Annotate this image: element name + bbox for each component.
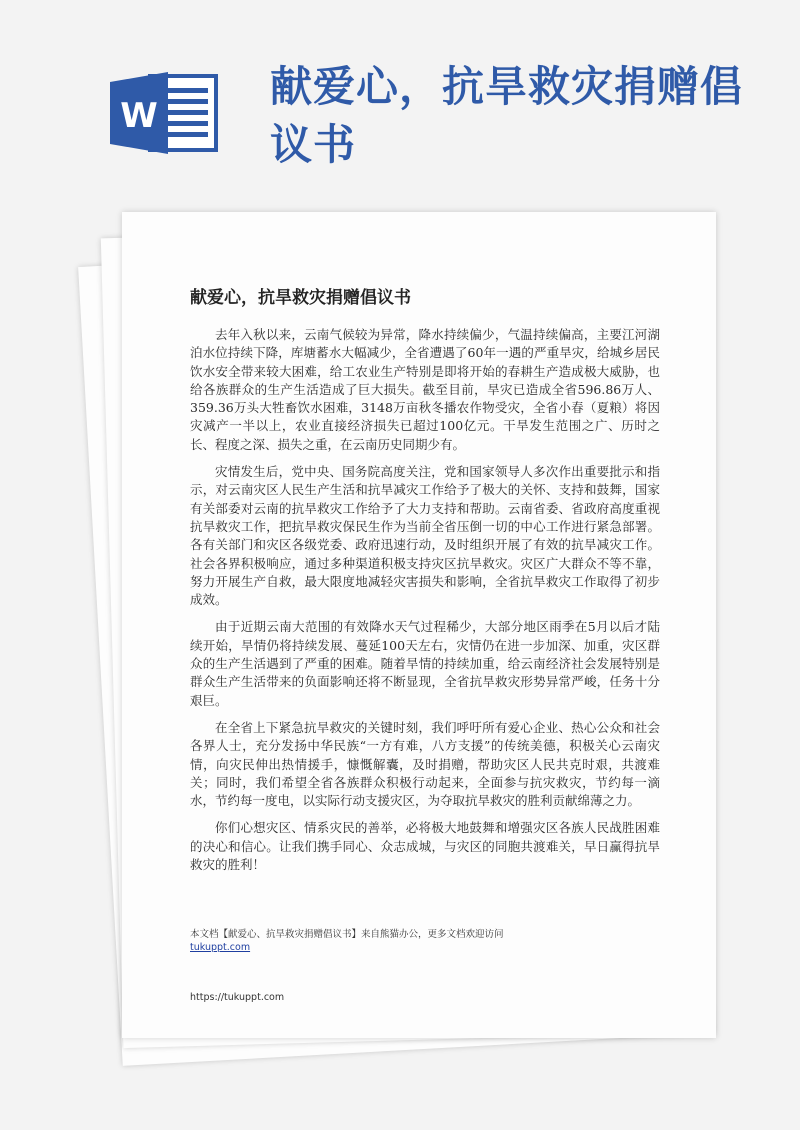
page-title: 献爱心，抗旱救灾捐赠倡议书 xyxy=(270,62,744,169)
paragraph: 由于近期云南大范围的有效降水天气过程稀少，大部分地区雨季在5月以后才陆续开始，旱情仍将持续发展、蔓延100天左右，灾情仍在进一步加深、加重，灾区群众的生产生活遇到了严重的困难。随着旱情的持续加重，给云南经济社会发展特别是群众生产生活带来的负面影响还将不断显现，全省抗旱救灾形势异常严峻，任务十分艰巨。 xyxy=(190,619,660,708)
paragraph: 去年入秋以来，云南气候较为异常，降水持续偏少，气温持续偏高，主要江河湖泊水位持续下降，库塘蓄水大幅减少，全省遭遇了60年一遇的严重旱灾，给城乡居民饮水安全带来较大困难，给工农业生产特别是即将开始的春耕生产造成极大威胁，也给各族群众的生产生活造成了巨大损失。截至目前，旱灾已造成全省596.86万人、359.36万头大牲畜饮水困难，3148万亩秋冬播农作物受灾，全省小春（夏粮）将因灾减产一半以上，农业直接经济损失已超过100亿元。干旱发生范围之广、历时之长、程度之深、损失之重，在云南历史同期少有。 xyxy=(190,327,660,452)
footer-note xyxy=(190,928,660,954)
document-body xyxy=(190,326,660,883)
document-title: 献爱心，抗旱救灾捐赠倡议书 xyxy=(190,288,411,308)
svg-text:W: W xyxy=(120,96,158,136)
paragraph: 你们心想灾区、情系灾民的善举，必将极大地鼓舞和增强灾区各族人民战胜困难的决心和信心。让我们携手同心、众志成城，与灾区的同胞共渡难关，早日赢得抗旱救灾的胜利！ xyxy=(190,820,660,873)
bottom-url[interactable]: https://tukuppt.com xyxy=(190,992,285,1003)
paragraph: 在全省上下紧急抗旱救灾的关键时刻，我们呼吁所有爱心企业、热心公众和社会各界人士，充分发扬中华民族“一方有难，八方支援”的传统美德，积极关心云南灾情，向灾民伸出热情援手，慷慨解囊，及时捐赠，帮助灾区人民共克时艰，共渡难关；同时，我们希望全省各族群众积极行动起来，全面参与抗灾救灾，节约每一滴水，节约每一度电，以实际行动支援灾区，为夺取抗旱救灾的胜利贡献绵薄之力。 xyxy=(190,719,660,809)
word-document-icon xyxy=(110,72,218,154)
footer-note-text: 本文档【献爱心、抗旱救灾捐赠倡议书】来自熊猫办公，更多文档欢迎访问 xyxy=(190,929,504,940)
footer-link[interactable]: tukuppt.com xyxy=(190,942,251,953)
paragraph: 灾情发生后，党中央、国务院高度关注，党和国家领导人多次作出重要批示和指示，对云南灾区人民生产生活和抗旱减灾工作给予了极大的关怀、支持和鼓舞，国家有关部委对云南的抗旱救灾工作给予了大力支持和帮助。云南省委、省政府高度重视抗旱救灾工作，把抗旱救灾保民生作为当前全省压倒一切的中心工作进行紧急部署。各有关部门和灾区各级党委、政府迅速行动，及时组织开展了有效的抗旱减灾工作。社会各界积极响应，通过多种渠道积极支持灾区抗旱救灾。灾区广大群众不等不靠，努力开展生产自救，最大限度地减轻灾害损失和影响，全省抗旱救灾工作取得了初步成效。 xyxy=(190,464,660,608)
